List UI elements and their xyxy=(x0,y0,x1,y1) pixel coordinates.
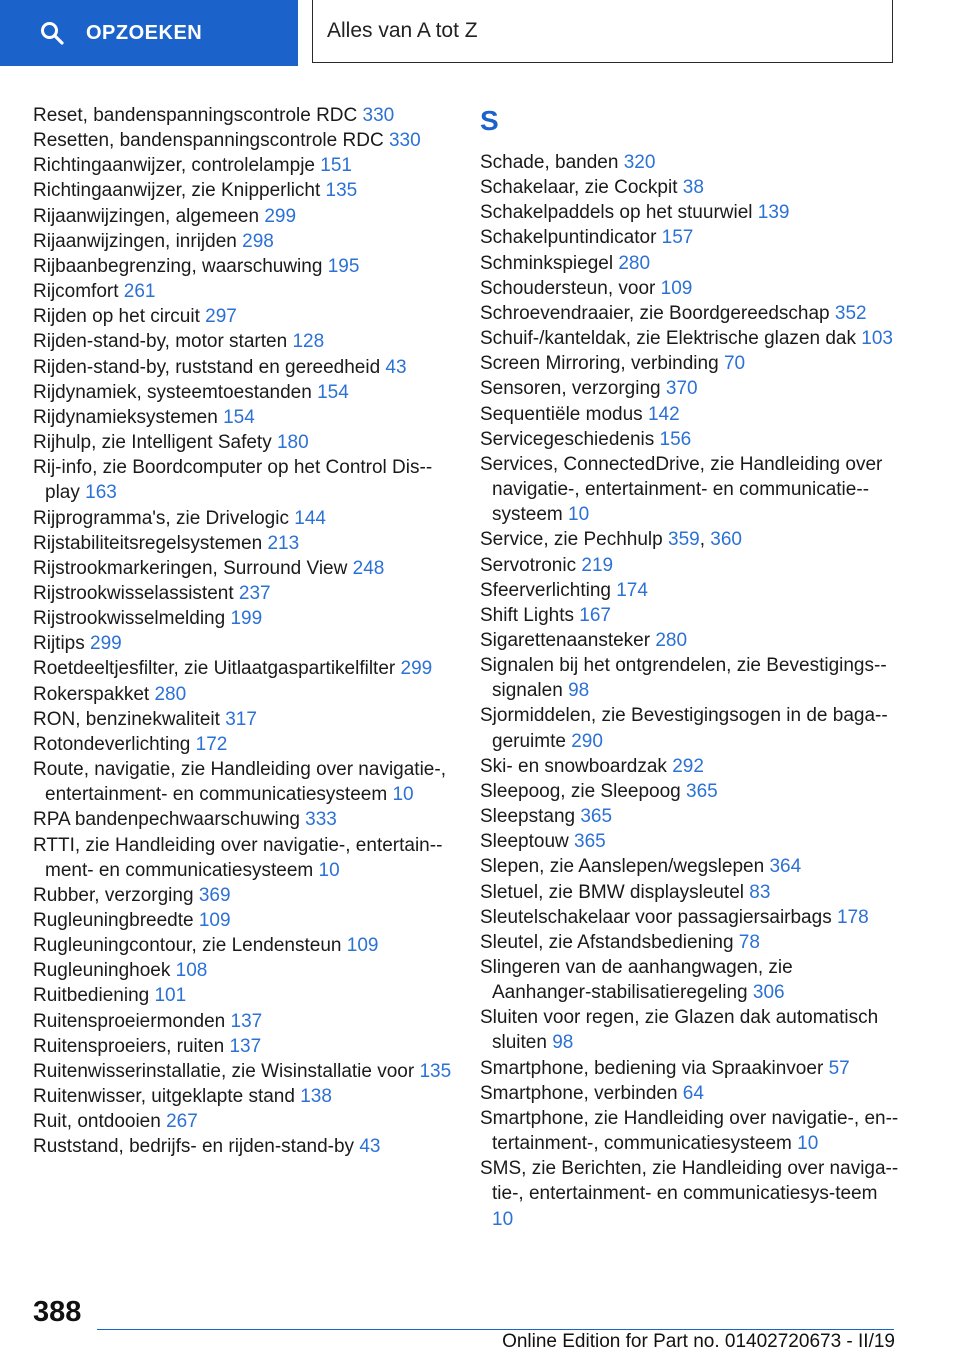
index-entry xyxy=(480,653,900,703)
index-term: Sequentiële modus xyxy=(480,403,643,425)
footer-edition: Online Edition for Part no. 01402720673 - II/19 xyxy=(502,1331,895,1352)
page-link[interactable]: 163 xyxy=(85,482,117,504)
index-term: Sjormiddelen, zie Bevestigingsogen in de baga-geruimte xyxy=(480,705,888,752)
index-term: Schade, banden xyxy=(480,152,619,173)
page-link[interactable]: 298 xyxy=(242,230,274,252)
index-term: Shift Lights xyxy=(480,604,574,626)
page-link[interactable]: 167 xyxy=(579,604,611,626)
index-entry xyxy=(480,703,900,753)
index-entry xyxy=(480,427,900,452)
index-term: Rijaanwijzingen, algemeen xyxy=(33,205,260,227)
index-term: Sleepoog, zie Sleepoog xyxy=(480,780,681,802)
index-entry xyxy=(33,807,453,832)
index-entry xyxy=(480,779,900,804)
page-link[interactable]: 280 xyxy=(154,683,187,705)
page-link[interactable]: 43 xyxy=(385,356,407,378)
index-term: Schakelpuntindicator xyxy=(480,227,657,249)
index-term: Schminkspiegel xyxy=(480,252,614,274)
page-link[interactable]: 299 xyxy=(264,205,297,227)
index-term: Smartphone, bediening via Spraakinvoer xyxy=(480,1057,824,1079)
page-link[interactable]: 10 xyxy=(797,1133,819,1155)
index-term: Screen Mirroring, verbinding xyxy=(480,353,719,375)
index-entry xyxy=(33,329,453,354)
page-link[interactable]: 98 xyxy=(552,1032,574,1054)
page-link[interactable]: 57 xyxy=(828,1057,850,1079)
index-entry xyxy=(33,380,453,405)
page-link[interactable]: 330 xyxy=(362,105,395,126)
page-link[interactable]: 172 xyxy=(195,733,228,755)
page-link[interactable]: 137 xyxy=(229,1035,262,1057)
index-term: Rijden-stand-by, motor starten xyxy=(33,331,288,353)
index-entry xyxy=(33,1084,453,1109)
page-link[interactable]: 10 xyxy=(392,784,414,806)
page-link[interactable]: 290 xyxy=(571,730,603,752)
index-term: Rijstrookwisselassistent xyxy=(33,582,234,604)
index-entry xyxy=(33,178,453,203)
index-term: Schroevendraaier, zie Boordgereedschap xyxy=(480,302,830,324)
page-link[interactable]: 10 xyxy=(568,504,590,526)
index-term: Rijdynamieksystemen xyxy=(33,406,218,428)
page-link[interactable]: 299 xyxy=(400,658,433,680)
index-entry xyxy=(480,527,900,552)
index-term: Route, navigatie, zie Handleiding over navigatie-, entertainment- en communicatiesysteem xyxy=(33,759,446,806)
index-entry xyxy=(480,200,900,225)
index-term: Servicegeschiedenis xyxy=(480,428,655,450)
index-entry xyxy=(33,833,453,883)
index-term: Ruit, ontdooien xyxy=(33,1111,161,1133)
index-term: Rijprogramma's, zie Drivelogic xyxy=(33,507,289,529)
index-term: Services, ConnectedDrive, zie Handleiding over navigatie-, entertainment- en communicatie-systeem xyxy=(480,453,883,526)
index-entry xyxy=(33,204,453,229)
page-link[interactable]: 64 xyxy=(682,1082,704,1104)
page-link[interactable]: 154 xyxy=(317,381,349,403)
page-link[interactable]: 10 xyxy=(318,859,340,881)
index-entry xyxy=(480,402,900,427)
index-term: Rijstrookwisselmelding xyxy=(33,608,226,630)
index-entry xyxy=(480,905,900,930)
page-link[interactable]: 103 xyxy=(861,328,893,350)
index-entry xyxy=(33,103,453,128)
index-term: SMS, zie Berichten, zie Handleiding over naviga-tie-, entertainment- en communicatiesys-teem xyxy=(480,1158,899,1205)
page-link[interactable]: 128 xyxy=(292,331,325,353)
index-term: Schakelpaddels op het stuurwiel xyxy=(480,202,753,224)
page-link[interactable]: 352 xyxy=(834,302,867,324)
index-entry xyxy=(33,1134,453,1159)
index-term: Rijhulp, zie Intelligent Safety xyxy=(33,432,272,454)
page-link[interactable]: 292 xyxy=(672,755,704,777)
index-entry xyxy=(480,829,900,854)
page-link[interactable]: 178 xyxy=(836,906,869,928)
page-link[interactable]: 139 xyxy=(757,202,790,224)
index-entry xyxy=(33,430,453,455)
index-entry xyxy=(480,251,900,276)
index-term: Sensoren, verzorging xyxy=(480,378,661,400)
index-entry xyxy=(480,452,900,527)
index-term: Rugleuningcontour, zie Lendensteun xyxy=(33,935,342,957)
page-link[interactable]: 333 xyxy=(305,809,337,831)
index-entry xyxy=(480,955,900,1005)
index-term: RON, benzinekwaliteit xyxy=(33,708,220,730)
index-entry xyxy=(33,455,453,505)
index-entry xyxy=(480,1005,900,1055)
page-link[interactable]: 43 xyxy=(359,1136,381,1158)
index-term: Sleepstang xyxy=(480,806,576,828)
index-entry xyxy=(33,933,453,958)
page-link[interactable]: 154 xyxy=(223,406,255,428)
page-link[interactable]: 320 xyxy=(623,152,656,173)
index-entry xyxy=(480,225,900,250)
page-link[interactable]: 364 xyxy=(769,856,802,878)
index-entry xyxy=(480,175,900,200)
index-term: Rugleuningbreedte xyxy=(33,910,194,931)
index-entry xyxy=(33,506,453,531)
index-entry xyxy=(480,301,900,326)
page-link[interactable]: 219 xyxy=(581,554,614,576)
index-term: Ruitensproeiermonden xyxy=(33,1010,226,1032)
index-entry xyxy=(33,229,453,254)
index-entry xyxy=(480,1056,900,1081)
index-term: Ruitbediening xyxy=(33,985,150,1007)
breadcrumb-label: Alles van A tot Z xyxy=(327,19,478,42)
index-entry xyxy=(33,581,453,606)
footer-divider xyxy=(97,1329,894,1330)
index-entry xyxy=(480,854,900,879)
index-term: Ski- en snowboardzak xyxy=(480,755,667,777)
page-link[interactable]: 280 xyxy=(618,252,651,274)
index-term: Schakelaar, zie Cockpit xyxy=(480,177,678,199)
index-term: Rijcomfort xyxy=(33,281,119,303)
index-entry xyxy=(33,128,453,153)
page-link[interactable]: 195 xyxy=(327,255,360,277)
page-link[interactable]: 10 xyxy=(492,1208,514,1230)
index-entry xyxy=(33,707,453,732)
index-term: Rijdynamiek, systeemtoestanden xyxy=(33,381,312,403)
page-link[interactable]: 199 xyxy=(230,608,263,630)
index-term: Rijstabiliteitsregelsystemen xyxy=(33,532,263,554)
index-entry xyxy=(33,1009,453,1034)
index-entry xyxy=(33,556,453,581)
index-term: Slingeren van de aanhangwagen, zie Aanhanger-stabilisatieregeling xyxy=(480,957,793,1004)
page-link[interactable]: 98 xyxy=(568,680,590,702)
search-icon xyxy=(40,21,64,45)
index-term: Richtingaanwijzer, zie Knipperlicht xyxy=(33,180,321,202)
page-link[interactable]: 151 xyxy=(320,155,352,177)
section-letter: S xyxy=(480,105,499,136)
index-entry xyxy=(33,405,453,430)
breadcrumb[interactable] xyxy=(312,0,893,63)
index-term: Sletuel, zie BMW displaysleutel xyxy=(480,881,744,903)
index-term: Reset, bandenspanningscontrole RDC xyxy=(33,105,358,126)
page-separator: , xyxy=(699,529,705,551)
index-term: Richtingaanwijzer, controlelampje xyxy=(33,155,315,177)
index-entry xyxy=(480,1106,900,1156)
index-entry xyxy=(480,1081,900,1106)
page-link[interactable]: 156 xyxy=(659,428,692,450)
index-entry xyxy=(33,682,453,707)
index-entry xyxy=(33,304,453,329)
page-link[interactable]: 70 xyxy=(723,353,746,375)
page-link[interactable]: 83 xyxy=(749,881,771,903)
index-term: Rijtips xyxy=(33,633,85,655)
page-link[interactable]: 306 xyxy=(752,982,785,1004)
page-link[interactable]: 267 xyxy=(166,1111,198,1133)
index-term: Sleeptouw xyxy=(480,831,569,853)
page-link[interactable]: 248 xyxy=(352,557,385,579)
page-link[interactable]: 144 xyxy=(294,507,326,529)
index-entry xyxy=(33,1034,453,1059)
index-entry xyxy=(33,732,453,757)
index-term: Rij-info, zie Boordcomputer op het Control Dis-play xyxy=(33,457,433,504)
index-term: Signalen bij het ontgrendelen, zie Bevestigings-signalen xyxy=(480,655,887,702)
page-link[interactable]: 78 xyxy=(738,931,760,953)
page-link[interactable]: 280 xyxy=(655,629,688,651)
index-list-s xyxy=(480,150,900,1232)
page-link[interactable]: 359 xyxy=(668,529,700,551)
index-entry xyxy=(480,930,900,955)
index-term: Rijstrookmarkeringen, Surround View xyxy=(33,557,348,579)
index-term: Sleutel, zie Afstandsbediening xyxy=(480,931,734,953)
page-link[interactable]: 137 xyxy=(230,1010,263,1032)
index-term: Roetdeeltjesfilter, zie Uitlaatgaspartikelfilter xyxy=(33,658,396,680)
index-entry xyxy=(480,1156,900,1231)
index-entry xyxy=(480,150,900,175)
page-link[interactable]: 109 xyxy=(198,910,231,931)
index-term: Sluiten voor regen, zie Glazen dak automatisch sluiten xyxy=(480,1007,879,1054)
index-entry xyxy=(480,276,900,301)
page-link[interactable]: 174 xyxy=(616,579,648,601)
index-entry xyxy=(480,754,900,779)
index-term: Sfeerverlichting xyxy=(480,579,611,601)
index-term: Ruststand, bedrijfs- en rijden-stand-by xyxy=(33,1136,355,1158)
index-entry xyxy=(33,254,453,279)
index-column-right xyxy=(480,103,900,1232)
page-number: 388 xyxy=(33,1296,82,1328)
index-term: Servotronic xyxy=(480,554,577,576)
page-link[interactable]: 138 xyxy=(300,1086,332,1108)
page-link[interactable]: 109 xyxy=(346,935,379,957)
index-term: Rijbaanbegrenzing, waarschuwing xyxy=(33,255,323,277)
header xyxy=(0,0,960,70)
index-entry xyxy=(33,757,453,807)
page-link[interactable]: 369 xyxy=(198,884,231,906)
index-entry xyxy=(33,606,453,631)
index-term: Rubber, verzorging xyxy=(33,884,194,906)
index-entry xyxy=(33,631,453,656)
index-term: Rijaanwijzingen, inrijden xyxy=(33,230,237,252)
index-term: Rijden-stand-by, ruststand en gereedheid xyxy=(33,356,381,378)
index-term: Slepen, zie Aanslepen/wegslepen xyxy=(480,856,765,878)
index-entry xyxy=(33,883,453,908)
page-link[interactable]: 299 xyxy=(90,633,122,655)
page-link[interactable]: 101 xyxy=(154,985,187,1007)
index-entry xyxy=(480,376,900,401)
page-link[interactable]: 135 xyxy=(325,180,358,202)
page-link[interactable]: 108 xyxy=(175,960,208,982)
index-entry xyxy=(33,1109,453,1134)
index-entry xyxy=(33,908,453,933)
page-link[interactable]: 38 xyxy=(682,177,704,199)
page-link[interactable]: 142 xyxy=(647,403,680,425)
index-term: Rotondeverlichting xyxy=(33,733,191,755)
page-link[interactable]: 365 xyxy=(686,780,718,802)
index-term: Sigarettenaansteker xyxy=(480,629,651,651)
search-button-label: OPZOEKEN xyxy=(86,22,203,44)
index-entry xyxy=(33,958,453,983)
page-link[interactable]: 135 xyxy=(419,1060,452,1082)
index-entry xyxy=(33,153,453,178)
index-entry xyxy=(480,603,900,628)
page-link[interactable]: 261 xyxy=(123,281,156,303)
page-link[interactable]: 157 xyxy=(661,227,694,249)
index-entry xyxy=(33,531,453,556)
index-term: Ruitenwisser, uitgeklapte stand xyxy=(33,1086,295,1108)
index-entry xyxy=(480,326,900,351)
index-term: Smartphone, verbinden xyxy=(480,1082,678,1104)
index-term: Rijden op het circuit xyxy=(33,306,200,328)
index-entry xyxy=(480,553,900,578)
index-entry xyxy=(480,351,900,376)
index-entry xyxy=(480,880,900,905)
index-entry xyxy=(33,279,453,304)
page-link[interactable]: 317 xyxy=(225,708,257,730)
index-entry xyxy=(33,656,453,681)
page-link[interactable]: 180 xyxy=(276,432,309,454)
page-link[interactable]: 330 xyxy=(388,130,421,152)
index-entry xyxy=(480,804,900,829)
page-link[interactable]: 213 xyxy=(267,532,300,554)
index-entry xyxy=(480,578,900,603)
page-link[interactable]: 365 xyxy=(580,806,613,828)
index-term: Service, zie Pechhulp xyxy=(480,529,663,551)
index-term: Smartphone, zie Handleiding over navigatie-, en-tertainment-, communicatiesysteem xyxy=(480,1107,899,1155)
index-term: Schoudersteun, voor xyxy=(480,277,656,299)
index-entry xyxy=(33,983,453,1008)
index-column-left xyxy=(33,103,453,1160)
index-term: Ruitenwisserinstallatie, zie Wisinstallatie voor xyxy=(33,1060,415,1082)
search-button[interactable] xyxy=(0,0,298,66)
index-term: Ruitensproeiers, ruiten xyxy=(33,1035,225,1057)
page-link[interactable]: 237 xyxy=(238,582,271,604)
index-entry xyxy=(33,1059,453,1084)
page-link[interactable]: 360 xyxy=(710,529,742,551)
page-link[interactable]: 109 xyxy=(660,277,693,299)
index-entry xyxy=(480,628,900,653)
index-term: RTTI, zie Handleiding over navigatie-, entertain-ment- en communicatiesysteem xyxy=(33,834,443,881)
index-term: Resetten, bandenspanningscontrole RDC xyxy=(33,130,384,152)
page-link[interactable]: 370 xyxy=(665,378,698,400)
index-entry xyxy=(33,355,453,380)
index-term: Schuif-/kanteldak, zie Elektrische glazen dak xyxy=(480,328,856,350)
page-link[interactable]: 297 xyxy=(205,306,237,328)
index-term: RPA bandenpechwaarschuwing xyxy=(33,809,300,831)
index-term: Rokerspakket xyxy=(33,683,150,705)
page-link[interactable]: 365 xyxy=(574,831,606,853)
index-term: Rugleuninghoek xyxy=(33,960,171,982)
index-term: Sleutelschakelaar voor passagiersairbags xyxy=(480,906,832,928)
